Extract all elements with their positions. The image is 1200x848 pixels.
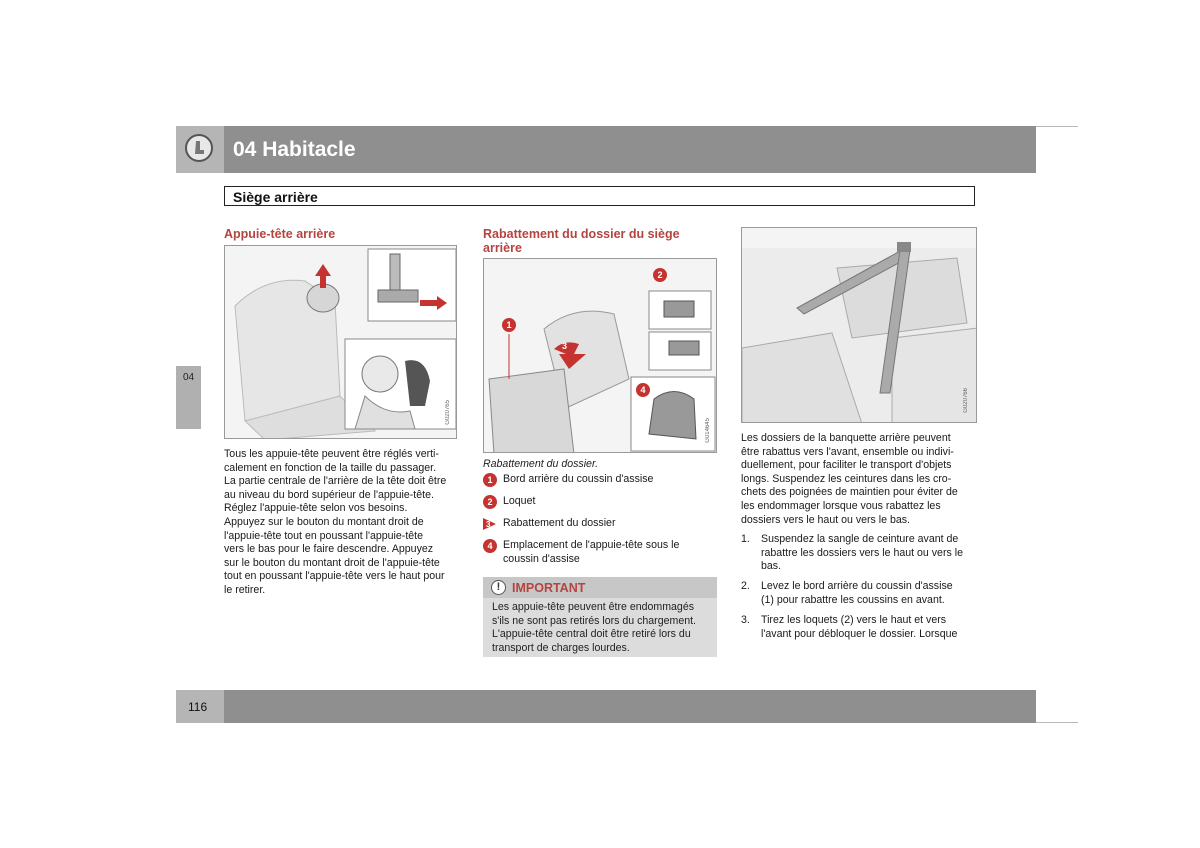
figure-caption: Rabattement du dossier. [483,458,599,470]
body-line: Appuyez sur le bouton du montant droit de [224,515,424,528]
figure-code: G020766 [963,388,969,413]
body-line: les endommager lorsque vous rabattez les [741,499,941,512]
legend-label: Loquet [503,495,536,507]
step-line: bas. [761,560,782,573]
important-line: L'appuie-tête central doit être retiré lors du [492,628,691,641]
fold-seat-body-text [741,432,981,527]
body-line: l'appuie-tête tout en poussant l'appuie-tête [224,529,423,542]
body-line: La partie centrale de l'arrière de la tête doit être [224,475,447,488]
step-number: 2. [741,580,750,592]
important-header [483,577,717,598]
header-rule [1036,126,1078,127]
legend-badge: 1 [483,473,497,487]
important-line: s'ils ne sont pas retirés lors du chargement. [492,614,696,627]
body-line: au niveau du bord supérieur de l'appuie-tête. [224,488,434,501]
figure-badge-4: 4 [636,383,650,397]
chapter-title: 04 Habitacle [233,138,356,161]
headrest-body-text [224,448,460,598]
body-line: être rabattus vers l'avant, ensemble ou indivi- [741,445,954,458]
body-line: chets des poignées de maintien pour éviter de [741,486,958,499]
important-line: Les appuie-tête peuvent être endommagés [492,601,695,613]
section-title: Siège arrière [233,189,318,205]
fold-seat-figure [483,258,717,453]
heading-line: arrière [483,241,522,255]
headrest-heading: Appuie-tête arrière [224,227,336,241]
section-box [224,186,975,206]
step-line: rabattre les dossiers vers le haut ou vers le [761,546,963,559]
legend-badge: 2 [483,495,497,509]
footer-rule [1036,722,1078,723]
step-line: Suspendez la sangle de ceinture avant de [761,533,959,545]
side-chapter-tab-label: 04 [183,372,195,383]
body-line: le retirer. [224,583,266,596]
warning-icon: ! [491,580,506,595]
body-line: tout en poussant l'appuie-tête vers le haut pour [224,570,445,583]
figure-code: G014645 [705,418,711,443]
important-line: transport de charges lourdes. [492,641,630,654]
figure-code: G020765 [445,400,451,425]
figure-badge-2: 2 [653,268,667,282]
heading-line: Rabattement du dossier du siège [483,227,680,241]
step-line: (1) pour rabattre les coussins en avant. [761,593,945,606]
legend-line: coussin d'assise [503,552,580,565]
body-line: sur le bouton du montant droit de l'appuie-tête [224,556,440,569]
legend-label: Bord arrière du coussin d'assise [503,473,654,485]
step-number: 3. [741,614,750,626]
important-text [492,601,712,655]
legend-badge: 4 [483,539,497,553]
seatbelt-illustration [742,228,977,423]
step-number: 1. [741,533,750,545]
chapter-icon-box [176,126,224,173]
step-text [761,580,976,607]
headrest-illustration [225,246,457,439]
step-text [761,614,976,641]
body-line: calement en fonction de la taille du passager. [224,461,437,474]
step-line: l'avant pour débloquer le dossier. Lorsque [761,627,958,640]
body-line: dossiers vers le haut ou vers le bas. [741,513,910,526]
legend-line: Emplacement de l'appuie-tête sous le [503,539,680,551]
seat-icon [185,134,213,162]
body-line: Les dossiers de la banquette arrière peuvent [741,432,951,444]
fold-seat-illustration [484,259,717,453]
body-line: longs. Suspendez les ceintures dans les cro- [741,472,952,485]
step-line: Tirez les loquets (2) vers le haut et vers [761,614,947,626]
legend-badge: 3 [486,520,491,529]
footer-bar [224,690,1036,723]
figure-badge-1: 1 [502,318,516,332]
headrest-figure [224,245,457,439]
body-line: duellement, pour faciliter le transport d'objets [741,459,952,472]
fold-seat-heading [483,227,719,255]
important-box [483,577,717,657]
important-title: IMPORTANT [512,581,586,595]
legend-label [503,539,723,566]
legend-label: Rabattement du dossier [503,517,616,529]
page-number: 116 [188,700,208,714]
body-line: vers le bas pour le faire descendre. Appuyez [224,543,434,556]
step-text [761,533,976,574]
body-line: Tous les appuie-tête peuvent être réglés verti- [224,448,439,460]
seatbelt-figure [741,227,977,423]
step-line: Levez le bord arrière du coussin d'assise [761,580,953,592]
body-line: Réglez l'appuie-tête selon vos besoins. [224,502,408,515]
figure-badge-3: 3 [562,341,568,351]
